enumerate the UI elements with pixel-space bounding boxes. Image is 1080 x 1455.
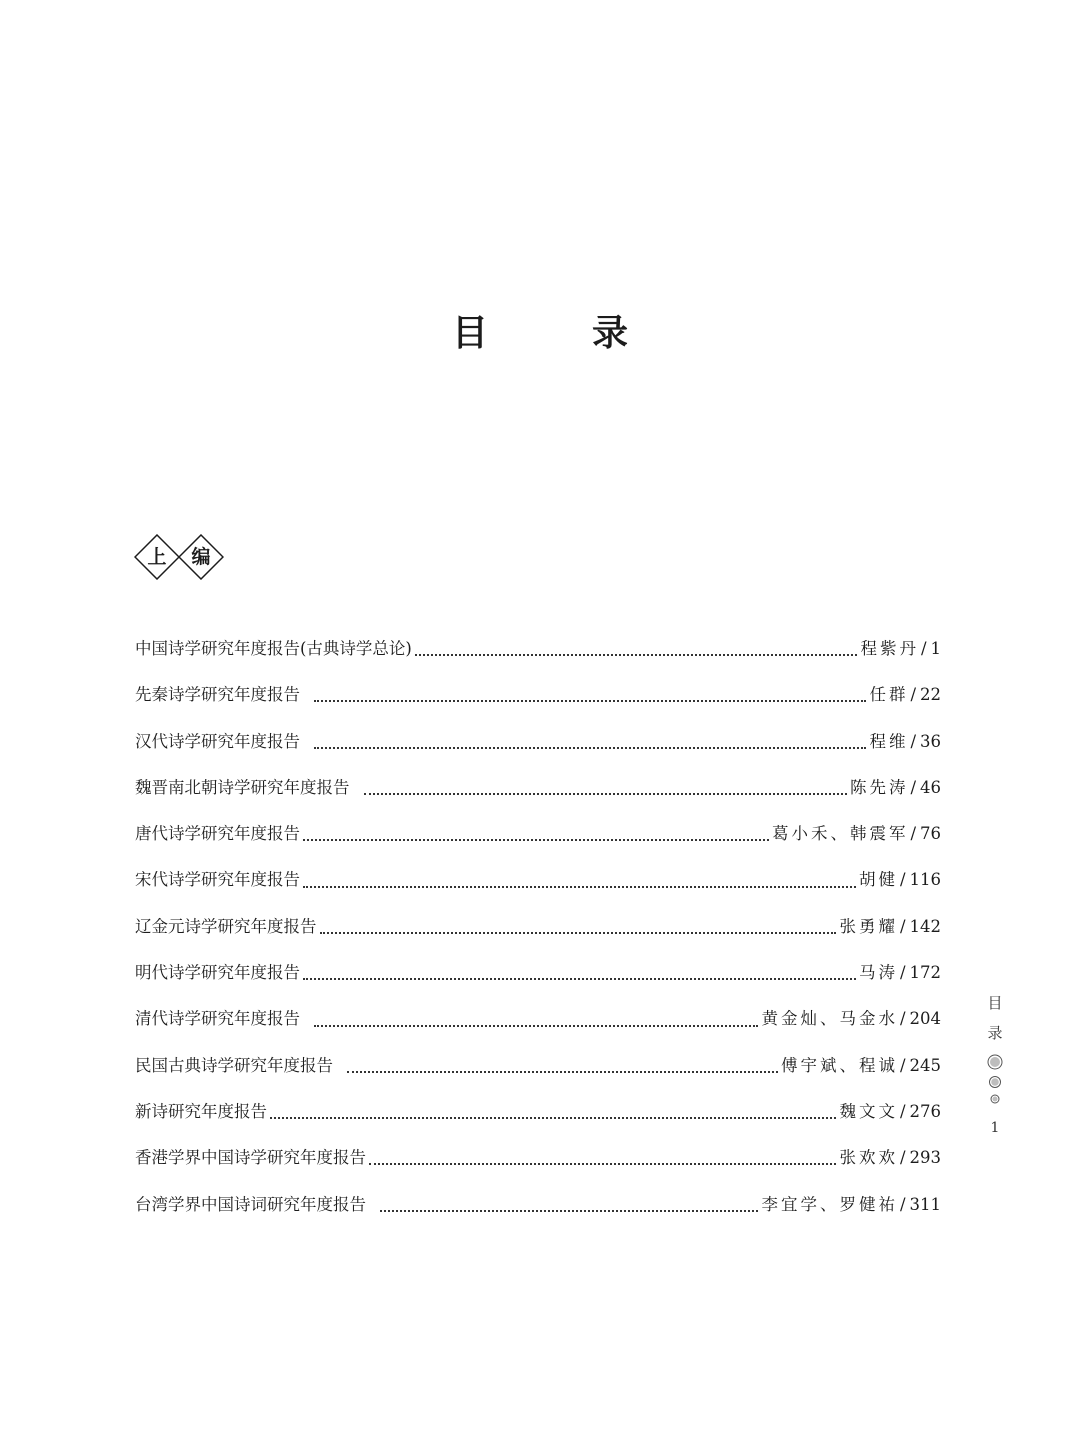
toc-entry-author: 魏文文 [839,1101,898,1121]
toc-entry[interactable] [135,1141,941,1187]
page-number: 1 [990,1120,1000,1136]
toc-separator: / [910,685,916,705]
toc-entry[interactable] [135,1049,941,1095]
section-badge-diamond [134,534,180,580]
side-section-marker [982,988,1008,1136]
toc-entry-title: 新诗研究年度报告 [135,1101,267,1121]
toc-separator: / [899,916,906,936]
toc-separator: / [910,777,916,797]
toc-entry-author: 葛小禾、韩震军 [771,824,909,844]
toc-entry-title: 民国古典诗学研究年度报告 [135,1055,333,1075]
section-badge-diamond [178,534,224,580]
toc-entry-page: 172 [909,963,941,983]
toc-separator: / [899,1055,906,1075]
toc-entry[interactable] [135,1095,941,1141]
toc-entry[interactable] [135,1188,941,1234]
toc-leader-dots [415,654,858,656]
toc-separator: / [899,870,906,890]
toc-entry-page: 116 [909,870,941,890]
toc-entry-author: 胡健 [858,870,898,890]
toc-entry-page: 311 [909,1194,941,1214]
toc-entry-title: 魏晋南北朝诗学研究年度报告 [135,777,350,797]
toc-entry[interactable] [135,678,941,724]
toc-entry-title: 中国诗学研究年度报告(古典诗学总论) [135,639,412,658]
toc-leader-dots [303,886,856,888]
toc-entry-author: 张欢欢 [839,1148,898,1168]
section-badge-char: 上 [147,546,167,568]
toc-entry-page: 76 [920,824,941,844]
toc-entry[interactable] [135,632,941,678]
toc-separator: / [910,824,916,844]
toc-entry-title: 台湾学界中国诗词研究年度报告 [135,1194,366,1214]
toc-list [135,632,941,1234]
toc-entry-title: 宋代诗学研究年度报告 [135,870,300,890]
toc-entry-page: 1 [930,639,941,658]
toc-entry-page: 293 [909,1148,941,1168]
toc-leader-dots [314,1025,758,1027]
toc-entry-page: 22 [920,685,941,705]
toc-leader-dots [380,1210,758,1212]
toc-entry-author: 任群 [869,685,909,705]
side-marker-char: 录 [987,1024,1003,1042]
toc-leader-dots [303,978,856,980]
toc-entry-title: 辽金元诗学研究年度报告 [135,916,317,936]
toc-entry-page: 46 [920,777,941,797]
toc-leader-dots [303,839,769,841]
toc-entry-author: 陈先涛 [849,777,909,797]
toc-leader-dots [364,793,847,795]
toc-entry-author: 李宜学、罗健祐 [761,1194,898,1214]
toc-entry-page: 36 [920,731,941,751]
page-title: 目 录 [451,312,662,354]
toc-separator: / [920,639,927,658]
toc-leader-dots [314,747,866,749]
side-marker-char: 目 [987,994,1003,1012]
toc-entry-title: 明代诗学研究年度报告 [135,963,300,983]
toc-entry-author: 傅宇斌、程诚 [780,1055,898,1075]
toc-entry-author: 黄金灿、马金水 [761,1009,898,1029]
toc-entry-title: 先秦诗学研究年度报告 [135,685,300,705]
toc-leader-dots [369,1163,836,1165]
toc-entry[interactable] [135,771,941,817]
toc-separator: / [899,1148,906,1168]
toc-leader-dots [320,932,837,934]
toc-entry[interactable] [135,725,941,771]
section-badge-char: 编 [191,546,211,568]
toc-entry-page: 276 [909,1101,941,1121]
toc-entry-page: 142 [909,916,941,936]
toc-entry-title: 唐代诗学研究年度报告 [135,824,300,844]
toc-entry-page: 245 [909,1055,941,1075]
toc-separator: / [899,963,906,983]
toc-entry[interactable] [135,1002,941,1048]
toc-separator: / [910,731,916,751]
toc-entry-title: 香港学界中国诗学研究年度报告 [135,1148,366,1168]
toc-entry-title: 汉代诗学研究年度报告 [135,731,300,751]
toc-separator: / [899,1194,906,1214]
toc-entry[interactable] [135,956,941,1002]
toc-leader-dots [270,1117,836,1119]
decorative-dots-icon [986,1054,1004,1106]
toc-entry[interactable] [135,817,941,863]
section-badge [134,534,222,580]
toc-leader-dots [314,700,866,702]
toc-entry-page: 204 [909,1009,941,1029]
toc-leader-dots [347,1071,778,1073]
toc-entry-title: 清代诗学研究年度报告 [135,1009,300,1029]
toc-entry-author: 马涛 [858,963,898,983]
toc-separator: / [899,1009,906,1029]
toc-entry-author: 程紫丹 [860,639,919,658]
toc-entry-author: 程维 [869,731,909,751]
toc-entry[interactable] [135,863,941,909]
toc-entry[interactable] [135,910,941,956]
toc-entry-author: 张勇耀 [839,916,898,936]
toc-separator: / [899,1101,906,1121]
